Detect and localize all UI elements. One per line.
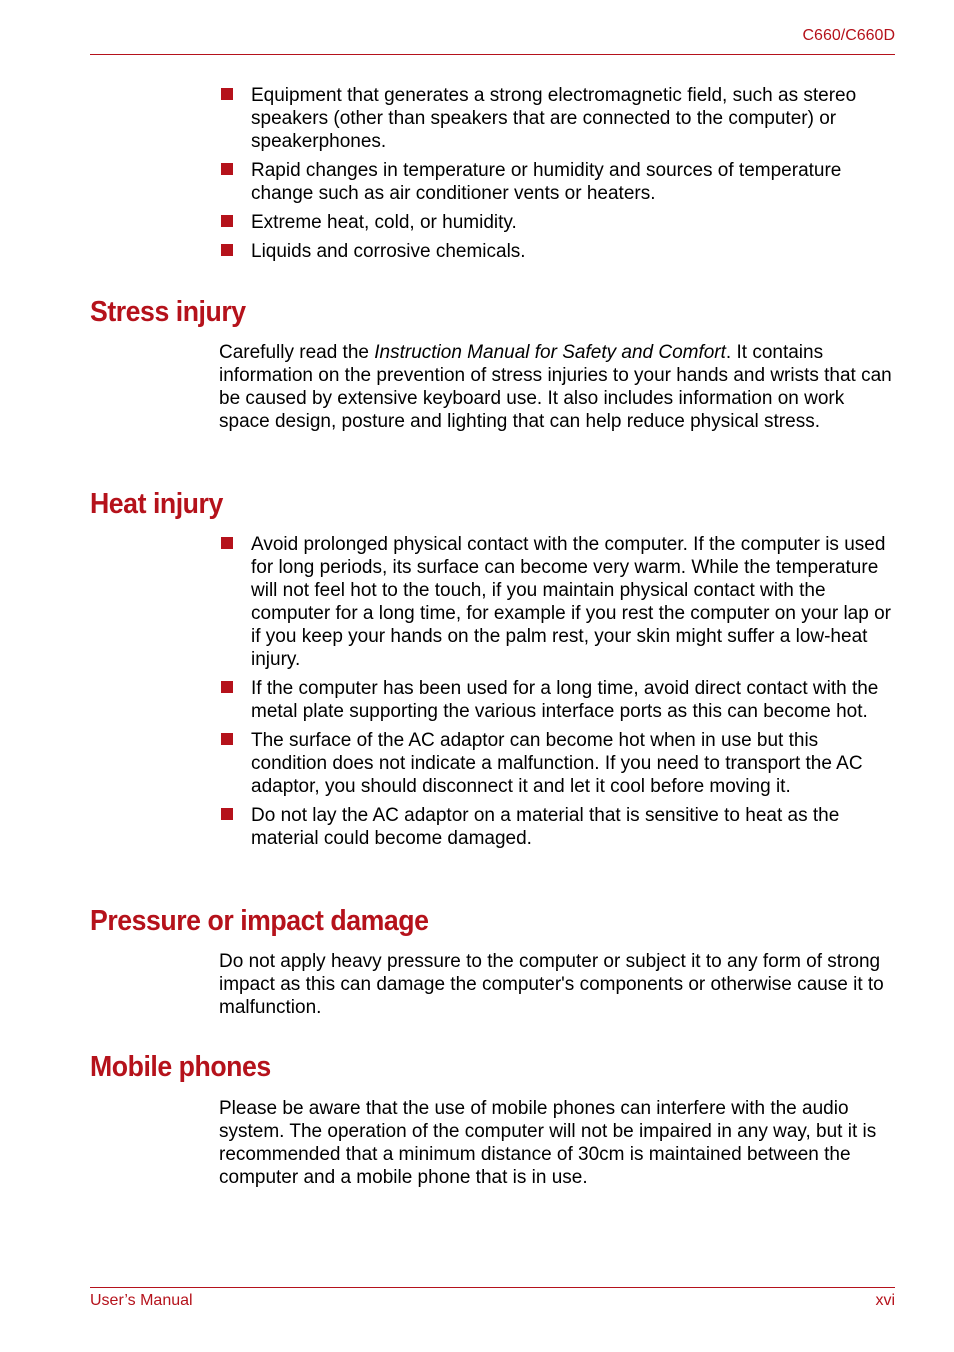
intro-bullet-list (219, 84, 899, 263)
list-item: Equipment that generates a strong electromagnetic field, such as stereo speakers (other than speakers that are connected to the computer) or speakerphones. (219, 84, 899, 153)
pressure-damage-heading: Pressure or impact damage (90, 905, 429, 937)
mobile-phones-paragraph: Please be aware that the use of mobile phones can interfere with the audio system. The operation of the computer will not be impaired in any way, but it is recommended that a minimum distance of 30cm is maintained between the computer and a mobile phone that is in use. (219, 1098, 877, 1188)
page-header-model: C660/C660D (802, 27, 895, 44)
bullet-square-icon (221, 215, 233, 227)
pressure-damage-paragraph: Do not apply heavy pressure to the computer or subject it to any form of strong impact as this can damage the computer's components or otherwise cause it to malfunction. (219, 951, 884, 1018)
list-item: Avoid prolonged physical contact with the computer. If the computer is used for long periods, its surface can become very warm. While the temperature will not feel hot to the touch, if you maintain physical contact with the computer for a long time, for example if you rest the computer on your lap or if you keep your hands on the palm rest, your skin might suffer a low-heat injury. (219, 533, 899, 671)
stress-injury-body (219, 341, 899, 433)
heat-bullet-list (219, 533, 899, 850)
mobile-phones-body (219, 1097, 899, 1189)
list-item: The surface of the AC adaptor can become hot when in use but this condition does not indicate a malfunction. If you need to transport the AC adaptor, you should disconnect it and let it cool before moving it. (219, 729, 899, 798)
list-item: If the computer has been used for a long time, avoid direct contact with the metal plate supporting the various interface ports as this can become hot. (219, 677, 899, 723)
list-item: Extreme heat, cold, or humidity. (219, 211, 899, 234)
bullet-square-icon (221, 244, 233, 256)
bullet-square-icon (221, 537, 233, 549)
bullet-square-icon (221, 88, 233, 100)
bullet-square-icon (221, 681, 233, 693)
bullet-square-icon (221, 733, 233, 745)
pressure-damage-body (219, 950, 899, 1019)
stress-injury-paragraph: Carefully read the Instruction Manual for Safety and Comfort. It contains information on the prevention of stress injuries to your hands and wrists that can be caused by extensive keyboard use. It also includes information on work space design, posture and lighting that can help reduce physical stress. (219, 342, 892, 432)
heat-injury-body (219, 533, 899, 856)
list-item: Rapid changes in temperature or humidity and sources of temperature change such as air conditioner vents or heaters. (219, 159, 899, 205)
heat-injury-heading: Heat injury (90, 488, 223, 520)
footer-manual-label: User’s Manual (90, 1292, 193, 1309)
bullet-square-icon (221, 163, 233, 175)
manual-title: Instruction Manual for Safety and Comfort (374, 342, 726, 363)
list-item: Do not lay the AC adaptor on a material that is sensitive to heat as the material could become damaged. (219, 804, 899, 850)
page-number: xvi (875, 1292, 895, 1309)
header-rule (90, 54, 895, 55)
stress-injury-heading: Stress injury (90, 296, 246, 328)
intro-list-block (219, 84, 899, 269)
list-item: Liquids and corrosive chemicals. (219, 240, 899, 263)
mobile-phones-heading: Mobile phones (90, 1051, 271, 1083)
footer-rule (90, 1287, 895, 1288)
bullet-square-icon (221, 808, 233, 820)
